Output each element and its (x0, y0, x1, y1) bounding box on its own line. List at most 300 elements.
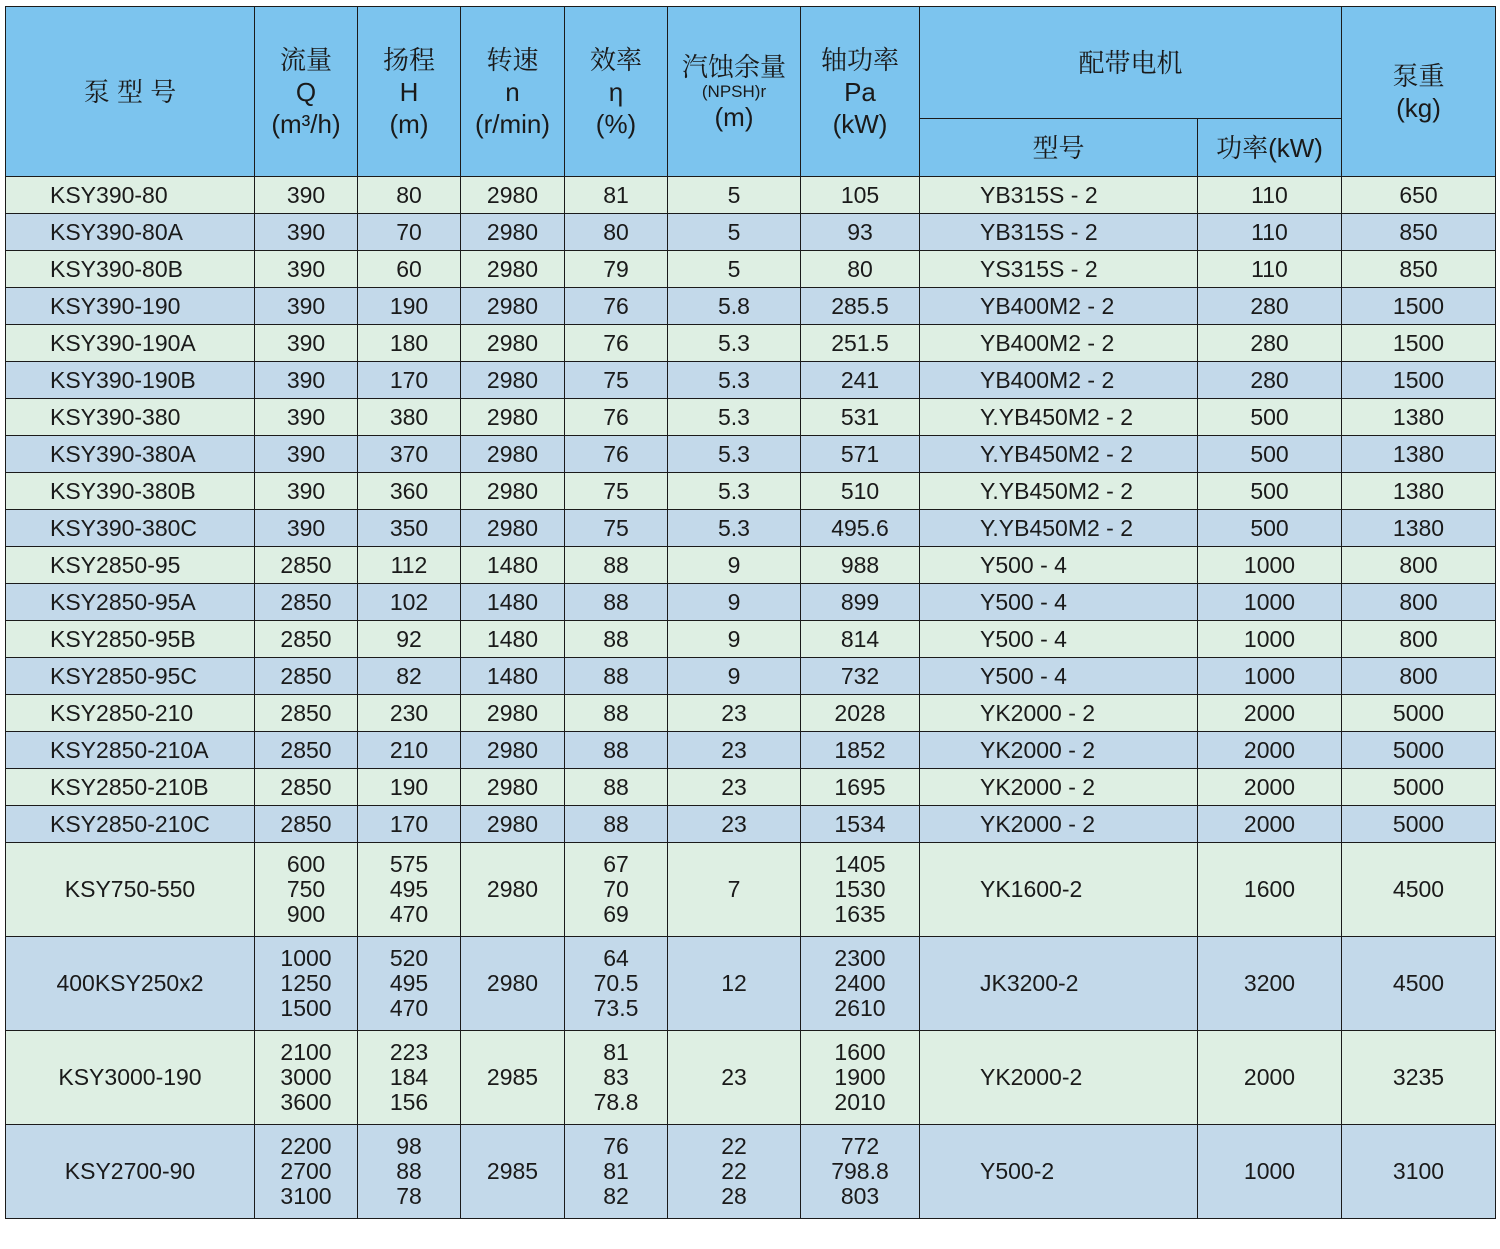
cell-value: 78 (396, 1183, 422, 1209)
cell-motor-model: Y.YB450M2 - 2 (920, 473, 1198, 510)
cell-motor-model: YB400M2 - 2 (920, 325, 1198, 362)
cell-model: KSY2850-210C (6, 806, 255, 843)
cell-value: 1695 (834, 773, 886, 800)
cell-speed: 2980 (461, 362, 565, 399)
cell-value: 2100 (280, 1039, 332, 1065)
cell-value: 73.5 (593, 995, 639, 1021)
cell-motor-power: 110 (1198, 251, 1342, 288)
cell-value: 380 (389, 403, 429, 430)
table-row (6, 1031, 1496, 1125)
cell-value: 76 (603, 440, 629, 467)
cell-flow (255, 695, 358, 732)
cell-motor-model: YK2000-2 (920, 1031, 1198, 1125)
cell-value: 75 (603, 477, 629, 504)
cell-value: 1852 (834, 736, 886, 763)
cell-value: 69 (603, 901, 629, 927)
cell-value: 390 (286, 477, 326, 504)
cell-efficiency (565, 214, 668, 251)
cell-flow (255, 1031, 358, 1125)
cell-model: KSY2850-95C (6, 658, 255, 695)
cell-motor-model: Y.YB450M2 - 2 (920, 436, 1198, 473)
header-flow-unit: (m³/h) (271, 108, 341, 139)
cell-motor-model: YB315S - 2 (920, 177, 1198, 214)
pump-spec-table-wrapper (5, 6, 1495, 1219)
cell-shaft-power (801, 584, 920, 621)
cell-value: 285.5 (831, 292, 889, 319)
cell-value: 184 (389, 1064, 429, 1090)
cell-shaft-power (801, 436, 920, 473)
cell-flow (255, 436, 358, 473)
cell-value: 360 (389, 477, 429, 504)
cell-flow (255, 806, 358, 843)
header-weight (1342, 7, 1496, 177)
cell-weight: 3100 (1342, 1125, 1496, 1219)
cell-motor-power: 1000 (1198, 621, 1342, 658)
cell-value: 102 (389, 588, 429, 615)
cell-head (358, 214, 461, 251)
cell-shaft-power (801, 621, 920, 658)
header-motor-model (920, 119, 1198, 177)
cell-value: 2850 (280, 810, 332, 837)
cell-value: 22 (721, 1158, 747, 1184)
cell-flow (255, 843, 358, 937)
cell-value: 76 (603, 292, 629, 319)
cell-npsh: 9 (668, 658, 801, 695)
cell-weight: 5000 (1342, 769, 1496, 806)
cell-value: 81 (603, 181, 629, 208)
cell-value: 80 (847, 255, 873, 282)
cell-motor-model: Y500 - 4 (920, 658, 1198, 695)
cell-flow (255, 399, 358, 436)
cell-motor-power: 2000 (1198, 1031, 1342, 1125)
cell-motor-power: 3200 (1198, 937, 1342, 1031)
cell-shaft-power (801, 362, 920, 399)
cell-value: 495.6 (831, 514, 889, 541)
cell-model: KSY390-80 (6, 177, 255, 214)
cell-motor-model: Y500-2 (920, 1125, 1198, 1219)
cell-motor-power: 110 (1198, 177, 1342, 214)
cell-efficiency (565, 251, 668, 288)
cell-model: KSY390-190A (6, 325, 255, 362)
cell-weight: 1380 (1342, 473, 1496, 510)
cell-efficiency (565, 473, 668, 510)
cell-shaft-power (801, 658, 920, 695)
table-row (6, 658, 1496, 695)
cell-value: 772 (840, 1133, 880, 1159)
header-head-symbol: H (399, 76, 419, 107)
cell-efficiency (565, 769, 668, 806)
cell-value: 571 (840, 440, 880, 467)
cell-model: 400KSY250x2 (6, 937, 255, 1031)
cell-value: 76 (603, 1133, 629, 1159)
table-row (6, 732, 1496, 769)
header-motor-power (1198, 119, 1342, 177)
cell-value: 80 (396, 181, 422, 208)
cell-flow (255, 621, 358, 658)
cell-value: 1900 (834, 1064, 886, 1090)
cell-value: 1600 (834, 1039, 886, 1065)
cell-flow (255, 288, 358, 325)
cell-weight: 5000 (1342, 806, 1496, 843)
cell-efficiency (565, 325, 668, 362)
cell-value: 88 (396, 1158, 422, 1184)
cell-head (358, 658, 461, 695)
cell-value: 75 (603, 366, 629, 393)
table-row (6, 584, 1496, 621)
cell-shaft-power (801, 732, 920, 769)
header-npsh-symbol: (NPSH)r (701, 81, 767, 101)
cell-value: 370 (389, 440, 429, 467)
cell-motor-model: Y500 - 4 (920, 621, 1198, 658)
cell-npsh: 12 (668, 937, 801, 1031)
header-efficiency-symbol: η (608, 76, 624, 107)
pump-spec-table (5, 6, 1496, 1219)
header-flow (255, 7, 358, 177)
cell-value: 105 (840, 181, 880, 208)
table-row (6, 325, 1496, 362)
cell-head (358, 177, 461, 214)
cell-motor-power: 110 (1198, 214, 1342, 251)
cell-model: KSY750-550 (6, 843, 255, 937)
cell-flow (255, 251, 358, 288)
cell-efficiency (565, 177, 668, 214)
cell-value: 210 (389, 736, 429, 763)
cell-value: 70 (603, 876, 629, 902)
cell-model: KSY390-380B (6, 473, 255, 510)
cell-motor-power: 1000 (1198, 658, 1342, 695)
cell-shaft-power (801, 1031, 920, 1125)
cell-motor-power: 1000 (1198, 584, 1342, 621)
cell-value: 170 (389, 810, 429, 837)
cell-motor-power: 2000 (1198, 695, 1342, 732)
header-npsh-unit: (m) (714, 101, 754, 132)
cell-value: 575 (389, 851, 429, 877)
table-row (6, 177, 1496, 214)
cell-value: 390 (286, 440, 326, 467)
cell-value: 156 (389, 1089, 429, 1115)
cell-speed: 2980 (461, 695, 565, 732)
cell-value: 28 (721, 1183, 747, 1209)
cell-shaft-power (801, 325, 920, 362)
cell-value: 112 (390, 551, 428, 578)
cell-shaft-power (801, 214, 920, 251)
cell-weight: 800 (1342, 621, 1496, 658)
cell-model: KSY2850-210 (6, 695, 255, 732)
table-row (6, 937, 1496, 1031)
cell-model: KSY2850-95A (6, 584, 255, 621)
cell-value: 390 (286, 255, 326, 282)
cell-value: 3000 (280, 1064, 332, 1090)
cell-motor-model: YB400M2 - 2 (920, 362, 1198, 399)
cell-value: 190 (389, 773, 429, 800)
header-speed-unit: (r/min) (474, 108, 551, 139)
cell-value: 390 (286, 292, 326, 319)
header-head (358, 7, 461, 177)
cell-value: 88 (603, 810, 629, 837)
header-efficiency-name: 效率 (589, 44, 642, 75)
cell-value: 390 (286, 514, 326, 541)
cell-npsh: 5 (668, 214, 801, 251)
table-row (6, 251, 1496, 288)
cell-value: 75 (603, 514, 629, 541)
cell-value: 2300 (834, 945, 886, 971)
cell-weight: 650 (1342, 177, 1496, 214)
header-efficiency (565, 7, 668, 177)
cell-motor-model: YK2000 - 2 (920, 769, 1198, 806)
cell-value: 67 (603, 851, 629, 877)
cell-speed: 2980 (461, 510, 565, 547)
cell-motor-power: 500 (1198, 399, 1342, 436)
cell-motor-model: Y500 - 4 (920, 547, 1198, 584)
table-row (6, 473, 1496, 510)
cell-motor-power: 1600 (1198, 843, 1342, 937)
cell-value: 900 (286, 901, 326, 927)
cell-model: KSY3000-190 (6, 1031, 255, 1125)
cell-speed: 2980 (461, 251, 565, 288)
cell-model: KSY390-80A (6, 214, 255, 251)
header-shaft-power-name: 轴功率 (820, 44, 899, 75)
cell-head (358, 436, 461, 473)
cell-value: 88 (603, 773, 629, 800)
cell-value: 390 (286, 218, 326, 245)
cell-motor-power: 500 (1198, 510, 1342, 547)
cell-motor-model: YK2000 - 2 (920, 806, 1198, 843)
cell-motor-model: YK1600-2 (920, 843, 1198, 937)
cell-value: 2850 (280, 773, 332, 800)
cell-speed: 2980 (461, 473, 565, 510)
cell-motor-model: Y500 - 4 (920, 584, 1198, 621)
cell-value: 732 (840, 662, 880, 689)
cell-motor-power: 1000 (1198, 1125, 1342, 1219)
cell-value: 390 (286, 403, 326, 430)
cell-flow (255, 510, 358, 547)
cell-value: 2700 (280, 1158, 332, 1184)
cell-flow (255, 473, 358, 510)
table-body (6, 177, 1496, 1219)
cell-value: 390 (286, 366, 326, 393)
cell-npsh: 5.3 (668, 436, 801, 473)
cell-motor-power: 280 (1198, 288, 1342, 325)
cell-efficiency (565, 436, 668, 473)
cell-value: 79 (603, 255, 629, 282)
cell-head (358, 547, 461, 584)
cell-value: 223 (389, 1039, 429, 1065)
cell-efficiency (565, 1031, 668, 1125)
cell-head (358, 251, 461, 288)
header-speed-symbol: n (505, 76, 520, 107)
cell-weight: 1380 (1342, 399, 1496, 436)
cell-npsh: 5.3 (668, 473, 801, 510)
cell-model: KSY2850-95B (6, 621, 255, 658)
cell-value: 92 (396, 625, 422, 652)
cell-value: 82 (396, 662, 422, 689)
cell-shaft-power (801, 806, 920, 843)
cell-value: 251.5 (831, 329, 889, 356)
cell-value: 1250 (280, 970, 332, 996)
cell-motor-model: YK2000 - 2 (920, 732, 1198, 769)
cell-motor-power: 1000 (1198, 547, 1342, 584)
header-flow-symbol: Q (295, 76, 317, 107)
cell-efficiency (565, 547, 668, 584)
cell-value: 83 (603, 1064, 629, 1090)
cell-shaft-power (801, 695, 920, 732)
cell-weight: 850 (1342, 251, 1496, 288)
cell-npsh: 5.3 (668, 362, 801, 399)
cell-weight: 1380 (1342, 436, 1496, 473)
cell-head (358, 325, 461, 362)
cell-efficiency (565, 399, 668, 436)
cell-model: KSY390-190B (6, 362, 255, 399)
header-shaft-power-unit: (kW) (832, 108, 888, 139)
cell-value: 88 (603, 662, 629, 689)
cell-weight: 5000 (1342, 732, 1496, 769)
cell-value: 60 (396, 255, 422, 282)
cell-efficiency (565, 695, 668, 732)
cell-flow (255, 1125, 358, 1219)
header-head-name: 扬程 (382, 44, 435, 75)
cell-shaft-power (801, 251, 920, 288)
cell-npsh: 9 (668, 621, 801, 658)
cell-motor-power: 2000 (1198, 806, 1342, 843)
cell-motor-model: YK2000 - 2 (920, 695, 1198, 732)
cell-value: 390 (286, 181, 326, 208)
header-shaft-power-symbol: Pa (844, 76, 876, 107)
table-row (6, 769, 1496, 806)
cell-value: 78.8 (593, 1089, 639, 1115)
cell-value: 495 (389, 970, 429, 996)
cell-head (358, 510, 461, 547)
cell-model: KSY390-380C (6, 510, 255, 547)
cell-npsh: 5.3 (668, 399, 801, 436)
table-row (6, 695, 1496, 732)
cell-speed: 2980 (461, 937, 565, 1031)
cell-flow (255, 325, 358, 362)
cell-speed: 2980 (461, 843, 565, 937)
cell-value: 93 (847, 218, 873, 245)
cell-shaft-power (801, 473, 920, 510)
cell-weight: 1500 (1342, 325, 1496, 362)
cell-head (358, 1125, 461, 1219)
cell-value: 80 (603, 218, 629, 245)
table-row (6, 399, 1496, 436)
cell-motor-power: 280 (1198, 325, 1342, 362)
cell-flow (255, 769, 358, 806)
header-model-label: 泵 型 号 (83, 76, 177, 107)
cell-value: 88 (603, 699, 629, 726)
cell-model: KSY2850-95 (6, 547, 255, 584)
cell-flow (255, 937, 358, 1031)
cell-shaft-power (801, 399, 920, 436)
cell-value: 70 (396, 218, 422, 245)
cell-efficiency (565, 658, 668, 695)
cell-speed: 2985 (461, 1031, 565, 1125)
cell-speed: 1480 (461, 547, 565, 584)
cell-efficiency (565, 806, 668, 843)
header-shaft-power (801, 7, 920, 177)
cell-flow (255, 547, 358, 584)
cell-value: 3600 (280, 1089, 332, 1115)
cell-model: KSY390-190 (6, 288, 255, 325)
cell-shaft-power (801, 937, 920, 1031)
table-row (6, 362, 1496, 399)
table-row (6, 436, 1496, 473)
cell-motor-model: JK3200-2 (920, 937, 1198, 1031)
cell-weight: 4500 (1342, 843, 1496, 937)
cell-shaft-power (801, 547, 920, 584)
cell-value: 470 (389, 995, 429, 1021)
cell-head (358, 732, 461, 769)
cell-npsh: 5 (668, 177, 801, 214)
table-row (6, 214, 1496, 251)
cell-speed: 1480 (461, 584, 565, 621)
cell-efficiency (565, 621, 668, 658)
cell-head (358, 806, 461, 843)
cell-npsh: 9 (668, 547, 801, 584)
cell-npsh (668, 1125, 801, 1219)
cell-speed: 1480 (461, 621, 565, 658)
table-row (6, 843, 1496, 937)
cell-flow (255, 732, 358, 769)
cell-npsh: 9 (668, 584, 801, 621)
header-weight-unit: (kg) (1396, 92, 1441, 123)
cell-weight: 800 (1342, 547, 1496, 584)
header-motor-model-label: 型号 (1032, 132, 1085, 163)
cell-value: 88 (603, 625, 629, 652)
cell-value: 88 (603, 551, 629, 578)
cell-weight: 800 (1342, 658, 1496, 695)
cell-value: 988 (840, 551, 880, 578)
cell-head (358, 584, 461, 621)
cell-npsh: 23 (668, 769, 801, 806)
cell-model: KSY2850-210A (6, 732, 255, 769)
cell-model: KSY390-80B (6, 251, 255, 288)
cell-motor-model: YB315S - 2 (920, 214, 1198, 251)
cell-value: 814 (840, 625, 880, 652)
cell-motor-power: 500 (1198, 473, 1342, 510)
cell-efficiency (565, 732, 668, 769)
cell-npsh: 23 (668, 1031, 801, 1125)
cell-value: 81 (603, 1039, 629, 1065)
cell-shaft-power (801, 769, 920, 806)
cell-value: 1635 (834, 901, 886, 927)
cell-value: 190 (389, 292, 429, 319)
table-row (6, 288, 1496, 325)
cell-head (358, 399, 461, 436)
cell-value: 64 (603, 945, 629, 971)
cell-weight: 1380 (1342, 510, 1496, 547)
cell-model: KSY2700-90 (6, 1125, 255, 1219)
cell-motor-power: 2000 (1198, 769, 1342, 806)
cell-flow (255, 214, 358, 251)
cell-value: 76 (603, 329, 629, 356)
cell-value: 1500 (280, 995, 332, 1021)
cell-head (358, 843, 461, 937)
cell-model: KSY390-380 (6, 399, 255, 436)
cell-efficiency (565, 843, 668, 937)
cell-value: 2400 (834, 970, 886, 996)
cell-value: 495 (389, 876, 429, 902)
cell-shaft-power (801, 288, 920, 325)
cell-value: 70.5 (593, 970, 639, 996)
header-npsh-name: 汽蚀余量 (681, 51, 786, 82)
cell-motor-model: YS315S - 2 (920, 251, 1198, 288)
header-flow-name: 流量 (279, 44, 332, 75)
table-row (6, 1125, 1496, 1219)
header-motor (920, 7, 1342, 119)
cell-model: KSY390-380A (6, 436, 255, 473)
cell-value: 2850 (280, 662, 332, 689)
cell-head (358, 621, 461, 658)
